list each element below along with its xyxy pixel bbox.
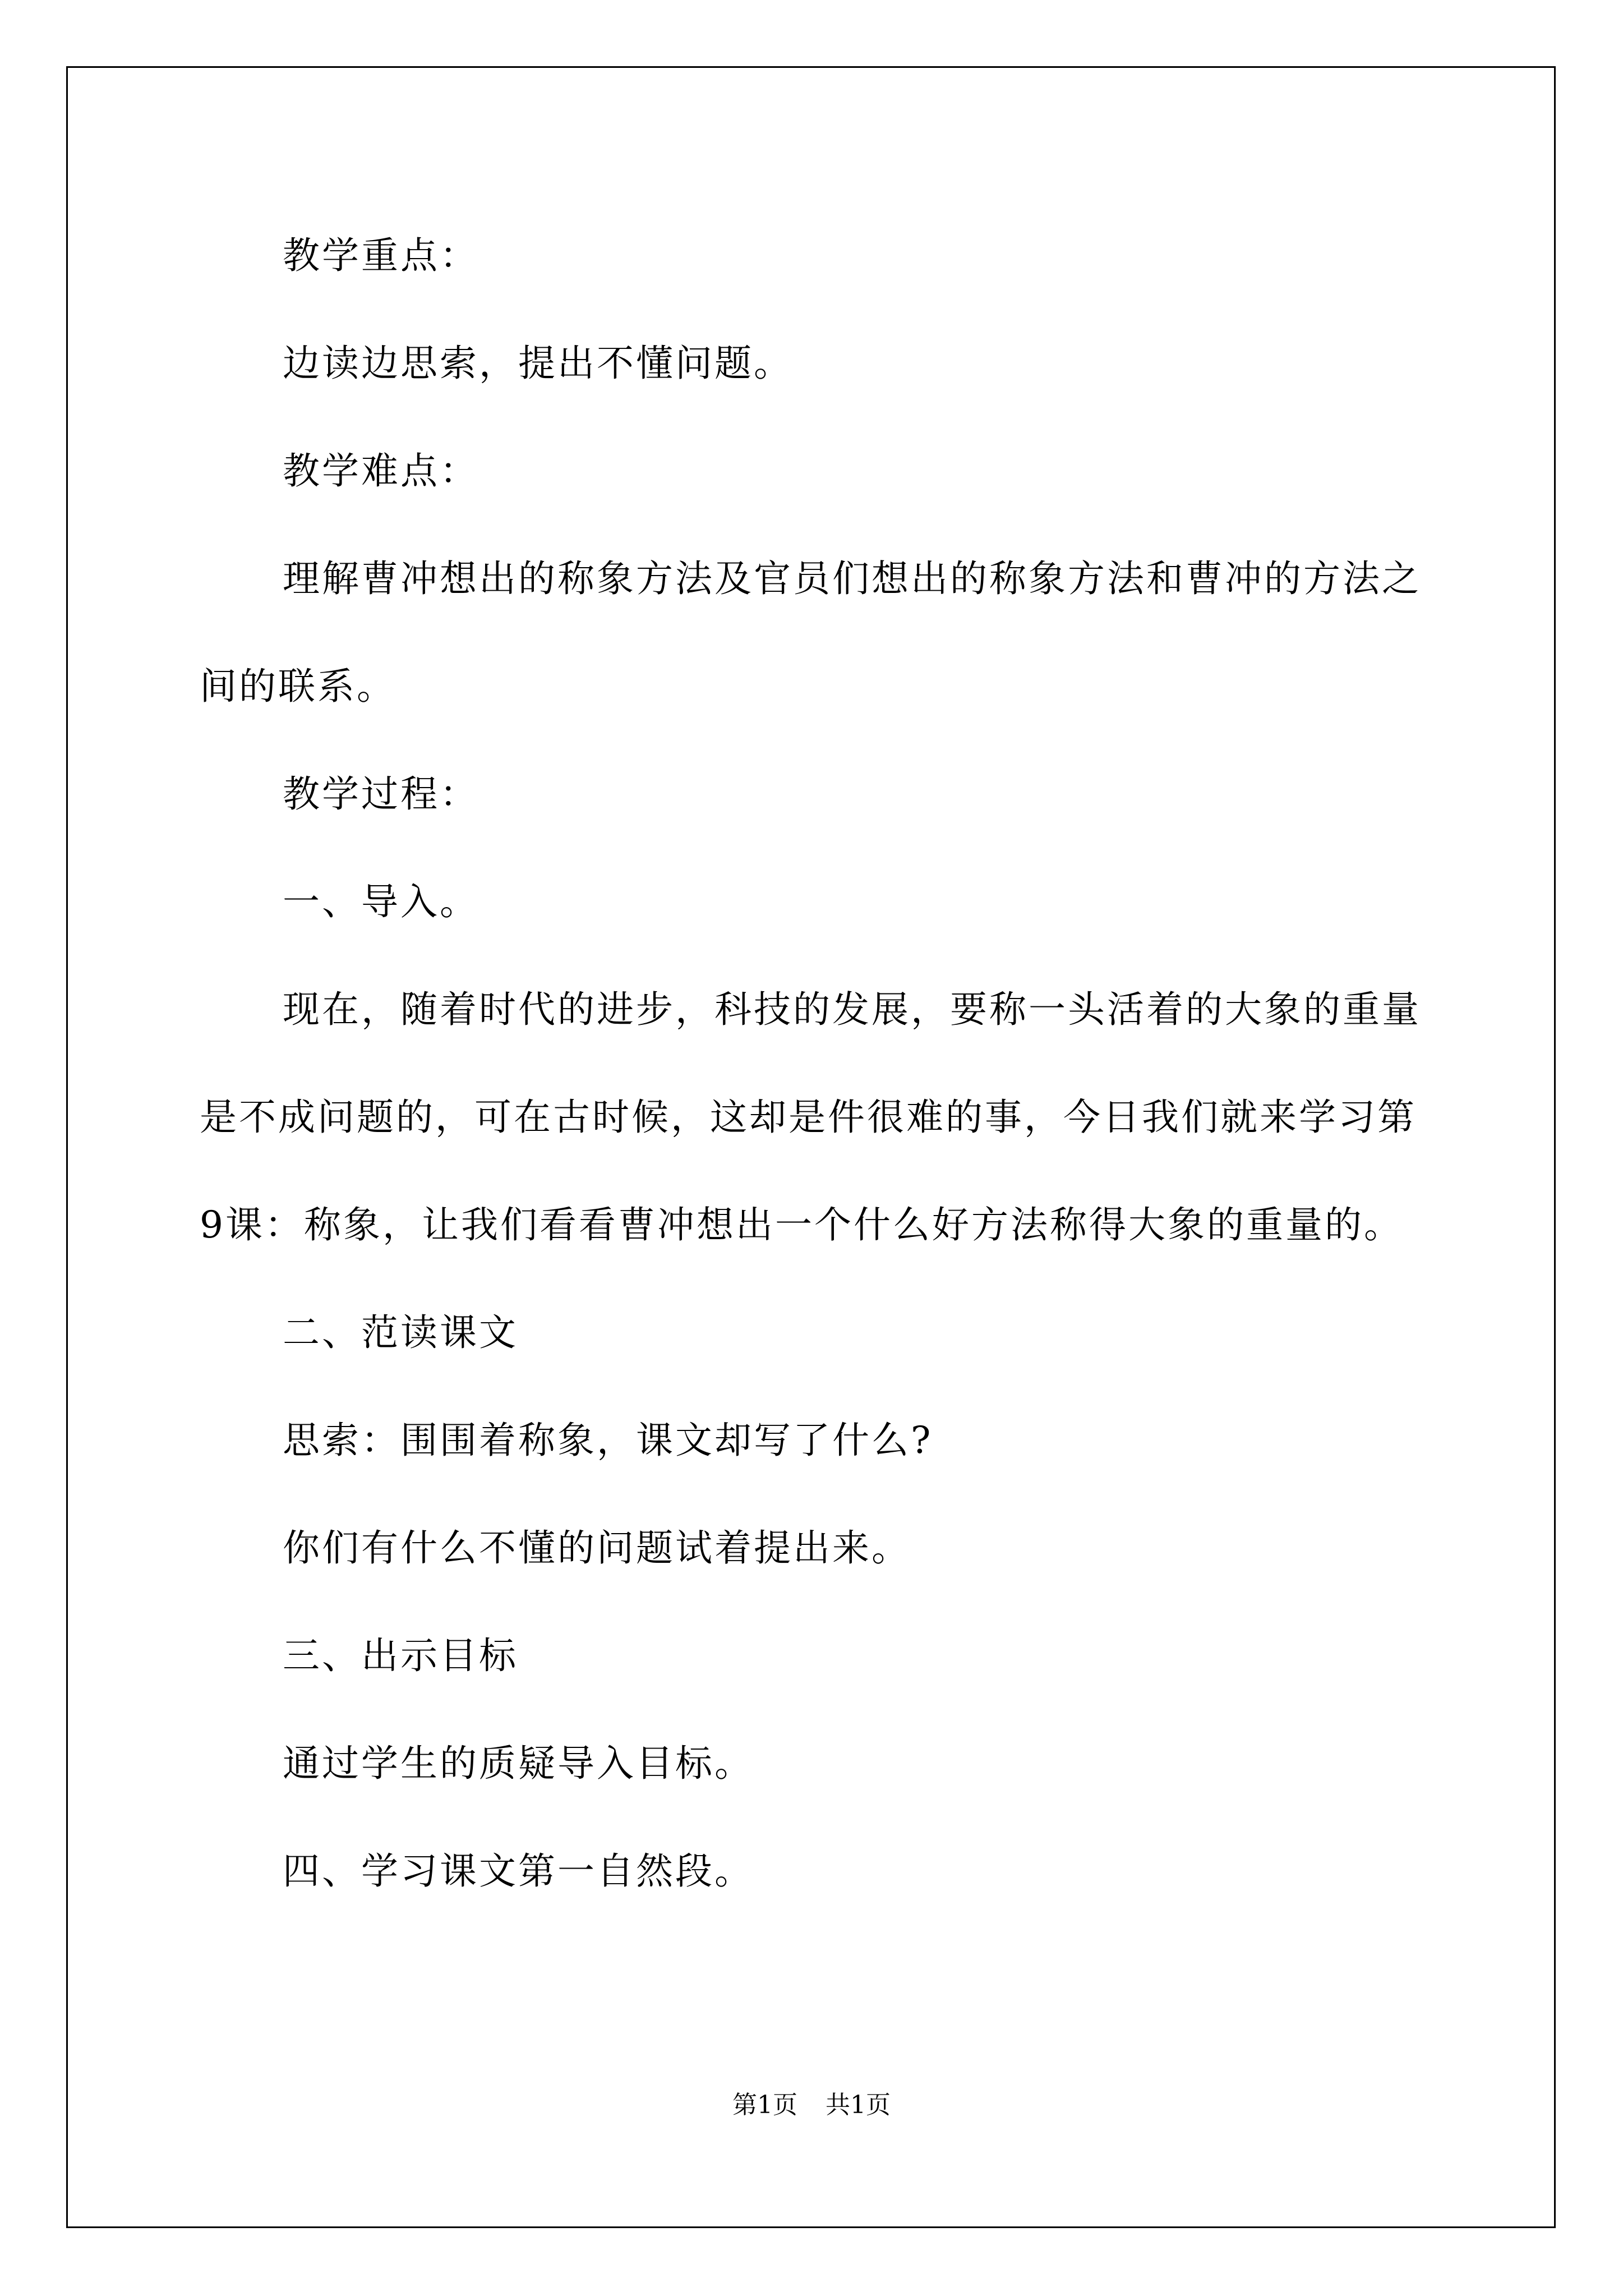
page-number: 第1页 xyxy=(732,2091,797,2119)
page-footer xyxy=(0,2088,1623,2122)
paragraph-step-4-heading: 四、学习课文第一自然段。 xyxy=(283,1849,754,1893)
document-body xyxy=(200,202,1422,1925)
paragraph-step-3-heading: 三、出示目标 xyxy=(283,1634,518,1677)
page-total: 共1页 xyxy=(826,2091,891,2119)
paragraph-key-points-heading: 教学重点： xyxy=(283,234,479,277)
paragraph-goal-intro: 通过学生的质疑导入目标。 xyxy=(283,1742,754,1785)
paragraph-step-1-heading: 一、导入。 xyxy=(283,880,479,923)
paragraph-introduction: 现在，随着时代的进步，科技的发展，要称一头活着的大象的重量是不成问题的，可在古时候，这却是件很难的事，今日我们就来学习第9课：称象，让我们看看曹冲想出一个什么好方法称得大象的重量的。 xyxy=(200,988,1421,1246)
paragraph-ask-questions: 你们有什么不懂的问题试着提出来。 xyxy=(283,1526,911,1570)
paragraph-difficulty: 理解曹冲想出的称象方法及官员们想出的称象方法和曹冲的方法之间的联系。 xyxy=(200,557,1421,708)
paragraph-step-2-heading: 二、范读课文 xyxy=(283,1311,518,1354)
paragraph-difficulty-heading: 教学难点： xyxy=(283,449,479,493)
paragraph-key-points: 边读边思索，提出不懂问题。 xyxy=(283,342,793,385)
paragraph-think-question: 思索：围围着称象，课文却写了什么? xyxy=(283,1419,933,1462)
paragraph-process-heading: 教学过程： xyxy=(283,772,479,816)
